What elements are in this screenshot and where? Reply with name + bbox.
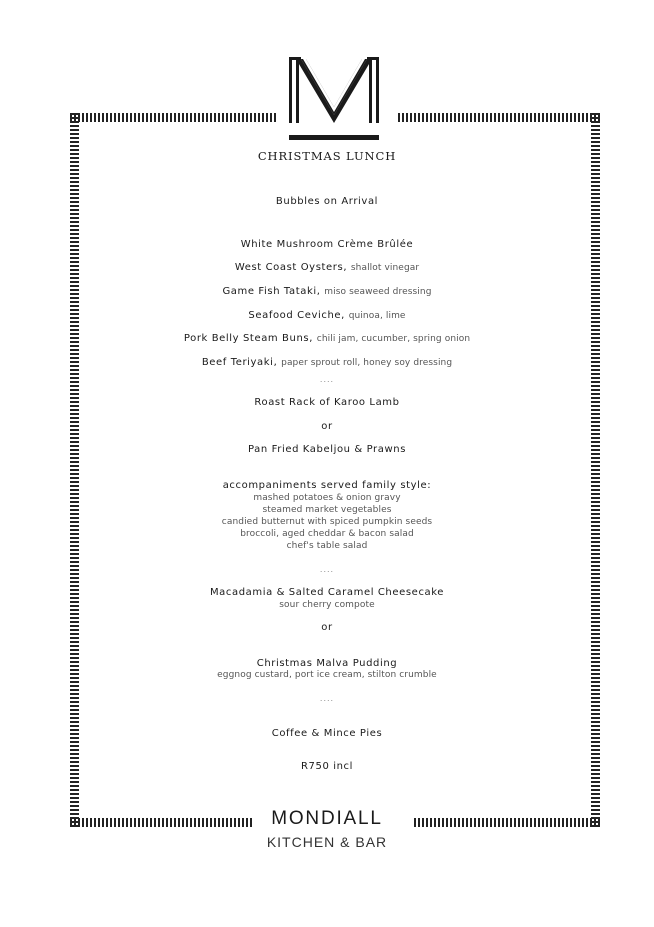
starter-name: Pork Belly Steam Buns [183, 333, 310, 344]
starter-name: Beef Teriyaki [201, 357, 274, 368]
dessert-option-1-description: sour cherry compote [279, 600, 375, 610]
menu-title: CHRISTMAS LUNCH [257, 149, 397, 163]
menu-arrival: Bubbles on Arrival [275, 196, 379, 207]
brand-subtitle: KITCHEN & BAR [266, 834, 388, 850]
main-option-2: Pan Fried Kabeljou & Prawns [247, 444, 407, 455]
main-or-divider: or [321, 421, 333, 432]
frame-border-right [591, 113, 600, 827]
dessert-option-2-description: eggnog custard, port ice cream, stilton crumble [217, 670, 437, 680]
main-option-1: Roast Rack of Karoo Lamb [254, 397, 400, 408]
course-separator: .... [319, 694, 335, 703]
starter-name: West Coast Oysters [234, 262, 344, 273]
mondiall-m-logo-icon [289, 57, 379, 141]
starter-name: White Mushroom Crème Brûlée [240, 239, 414, 250]
accompaniment-item: steamed market vegetables [262, 505, 392, 515]
menu-starter-item: Game Fish Tataki, miso seaweed dressing [222, 286, 432, 297]
starter-description: shallot vinegar [350, 263, 420, 273]
starter-name: Seafood Ceviche [248, 310, 342, 321]
accompaniment-item: broccoli, aged cheddar & bacon salad [240, 529, 414, 539]
frame-border-top-left [70, 113, 278, 122]
dessert-option-1-name: Macadamia & Salted Caramel Cheesecake [209, 587, 445, 598]
starter-name: Game Fish Tataki [222, 286, 317, 297]
starter-description: chili jam, cucumber, spring onion [316, 334, 471, 344]
dessert-option-2-name: Christmas Malva Pudding [256, 658, 398, 669]
coffee-item: Coffee & Mince Pies [271, 728, 383, 739]
menu-starter-item [0, 232, 654, 251]
menu-starter-item: Beef Teriyaki, paper sprout roll, honey soy dressing [201, 357, 453, 368]
starter-description: quinoa, lime [348, 311, 406, 321]
frame-border-top-right [398, 113, 600, 122]
brand-name: MONDIALL [271, 808, 383, 829]
starter-description: paper sprout roll, honey soy dressing [281, 358, 453, 368]
accompaniments-heading: accompaniments served family style: [222, 480, 432, 491]
course-separator: .... [319, 565, 335, 574]
accompaniment-item: candied butternut with spiced pumpkin seeds [221, 517, 433, 527]
dessert-or-divider: or [321, 622, 333, 633]
menu-price: R750 incl [300, 761, 353, 772]
menu-starter-item: Pork Belly Steam Buns, chili jam, cucumber, spring onion [183, 333, 471, 344]
frame-border-left [70, 113, 79, 827]
accompaniment-item: mashed potatoes & onion gravy [253, 493, 401, 503]
starter-description: miso seaweed dressing [324, 287, 432, 297]
course-separator: .... [319, 375, 335, 384]
accompaniment-item: chef's table salad [286, 541, 368, 551]
menu-starter-item: Seafood Ceviche, quinoa, lime [248, 310, 406, 321]
menu-starter-item: West Coast Oysters, shallot vinegar [234, 262, 420, 273]
